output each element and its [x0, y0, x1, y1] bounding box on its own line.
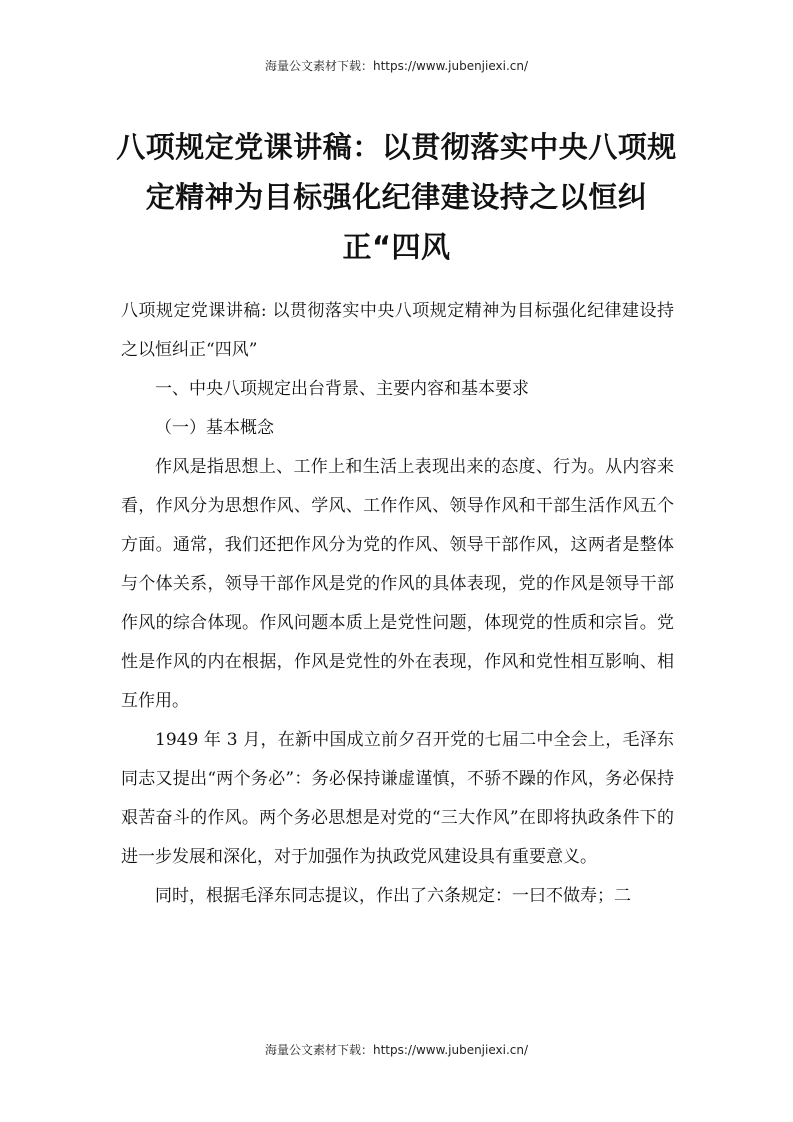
body-paragraph: 1949 年 3 月，在新中国成立前夕召开党的七届二中全会上，毛泽东同志又提出“两个务必”：务必保持谦虚谨慎，不骄不躁的作风，务必保持艰苦奋斗的作风。两个务必思想是对党的“三大作风”在即将执政条件下的进一步发展和深化，对于加强作为执政党风建设具有重要意义。	[121, 730, 674, 867]
intro-paragraph: 八项规定党课讲稿: 以贯彻落实中央八项规定精神为目标强化纪律建设持之以恒纠正“四风”	[121, 301, 674, 360]
subsection-heading: （一）基本概念	[155, 418, 274, 438]
page-header: 海量公文素材下载：https://www.jubenjiexi.cn/	[264, 59, 529, 73]
body-paragraph: 同时，根据毛泽东同志提议，作出了六条规定：一曰不做寿；二	[155, 886, 631, 906]
section-heading: 一、中央八项规定出台背景、主要内容和基本要求	[155, 379, 529, 399]
page-footer: 海量公文素材下载：https://www.jubenjiexi.cn/	[264, 1043, 529, 1057]
document-body	[121, 292, 674, 916]
document-title: 八项规定党课讲稿：以贯彻落实中央八项规定精神为目标强化纪律建设持之以恒纠正“四风	[116, 130, 677, 264]
body-paragraph: 作风是指思想上、工作上和生活上表现出来的态度、行为。从内容来看，作风分为思想作风、学风、工作作风、领导作风和干部生活作风五个方面。通常，我们还把作风分为党的作风、领导干部作风，这两者是整体与个体关系，领导干部作风是党的作风的具体表现，党的作风是领导干部作风的综合体现。作风问题本质上是党性问题，体现党的性质和宗旨。党性是作风的内在根据，作风是党性的外在表现，作风和党性相互影响、相互作用。	[121, 457, 674, 711]
